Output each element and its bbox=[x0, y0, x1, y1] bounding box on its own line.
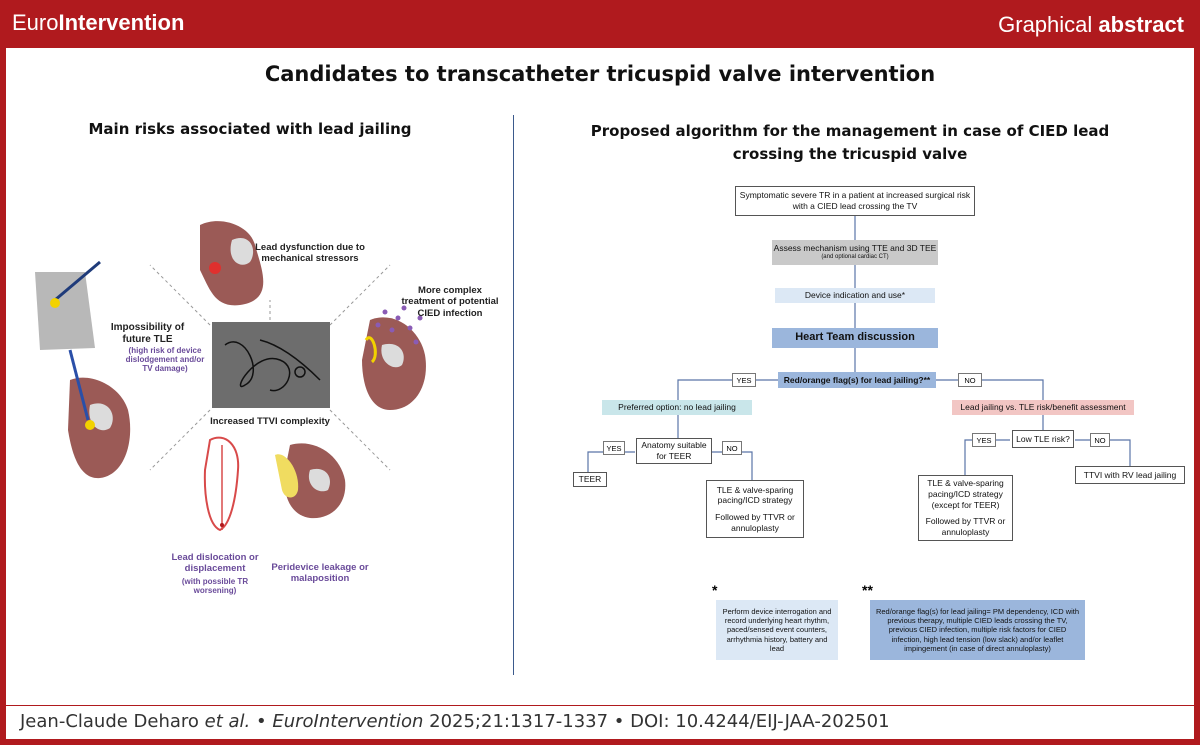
citation-footer: Jean-Claude Deharo et al. • EuroIntervention 2025;21:1317-1337 • DOI: 10.4244/EIJ-JAA-202501 bbox=[20, 711, 890, 732]
flow-tle-right-except: (except for TEER) bbox=[931, 499, 1000, 510]
flow-ttvi-rv-box: TTVI with RV lead jailing bbox=[1075, 466, 1185, 484]
flow-tle-left-box bbox=[706, 480, 804, 538]
right-panel-title: Proposed algorithm for the management in case of CIED lead crossing the tricuspid valve bbox=[590, 122, 1110, 164]
flow-tle-right-text: TLE & valve-sparing pacing/ICD strategy bbox=[927, 478, 1004, 500]
label-complex-treatment: More complex treatment of potential CIED infection bbox=[401, 285, 499, 319]
left-panel-title: Main risks associated with lead jailing bbox=[88, 120, 412, 138]
flow-device-box: Device indication and use* bbox=[775, 288, 935, 303]
flow-preferred-box: Preferred option: no lead jailing bbox=[602, 400, 752, 415]
flow-assess-sub: (and optional cardiac CT) bbox=[821, 254, 889, 261]
section-label: Graphical abstract bbox=[998, 12, 1184, 37]
flow-tle-right-follow: Followed by TTVR or annuloplasty bbox=[925, 516, 1006, 537]
journal-logo: EuroIntervention bbox=[12, 10, 185, 35]
flow-anatomy-no: NO bbox=[722, 441, 742, 455]
note-star-2: ** bbox=[862, 582, 873, 598]
flow-lowtle-box: Low TLE risk? bbox=[1012, 430, 1074, 448]
flow-assess-box bbox=[772, 240, 938, 265]
flow-tle-right-box bbox=[918, 475, 1013, 541]
label-impossibility-tle: Impossibility of future TLE bbox=[110, 322, 185, 345]
label-peridevice-leakage: Peridevice leakage or malaposition bbox=[271, 562, 369, 585]
flow-teer-box: TEER bbox=[573, 472, 607, 487]
main-title: Candidates to transcatheter tricuspid valve intervention bbox=[264, 62, 936, 86]
flow-lowtle-yes: YES bbox=[972, 433, 996, 447]
flow-heart-team-box: Heart Team discussion bbox=[772, 328, 938, 348]
label-ttvi-complexity: Increased TTVI complexity bbox=[210, 416, 330, 427]
flow-tle-left-follow: Followed by TTVR or annuloplasty bbox=[715, 512, 795, 533]
note-star-1: * bbox=[712, 582, 718, 598]
flow-no-label: NO bbox=[958, 373, 982, 387]
flow-yes-label: YES bbox=[732, 373, 756, 387]
flow-anatomy-box: Anatomy suitable for TEER bbox=[636, 438, 712, 464]
flow-anatomy-yes: YES bbox=[603, 441, 625, 455]
note-red-flags: Red/orange flag(s) for lead jailing= PM dependency, ICD with previous therapy, multiple CIED leads crossing the TV, previous CIED infection, multiple risk factors for CIED infection, high lead tension (low slack) and/or leaflet impingement (in case of direct annuloplasty) bbox=[870, 600, 1085, 660]
flow-tle-left-text: TLE & valve-sparing pacing/ICD strategy bbox=[716, 484, 794, 506]
label-lead-dislocation: Lead dislocation or displacement bbox=[171, 552, 259, 575]
note-device-interrogation: Perform device interrogation and record underlying heart rhythm, paced/sensed event counters, arrhythmia history, battery and lead bbox=[716, 600, 838, 660]
label-impossibility-sub: (high risk of device dislodgement and/or TV damage) bbox=[125, 346, 205, 374]
label-lead-dysfunction: Lead dysfunction due to mechanical stressors bbox=[255, 242, 365, 265]
flow-assess-text: Assess mechanism using TTE and 3D TEE bbox=[773, 243, 937, 254]
flow-flags-box: Red/orange flag(s) for lead jailing?** bbox=[778, 372, 936, 388]
flow-lowtle-no: NO bbox=[1090, 433, 1110, 447]
flow-start-box: Symptomatic severe TR in a patient at increased surgical risk with a CIED lead crossing the TV bbox=[735, 186, 975, 216]
footer-divider bbox=[6, 705, 1194, 706]
label-lead-dislocation-sub: (with possible TR worsening) bbox=[181, 577, 249, 596]
flow-riskbenefit-box: Lead jailing vs. TLE risk/benefit assessment bbox=[952, 400, 1134, 415]
